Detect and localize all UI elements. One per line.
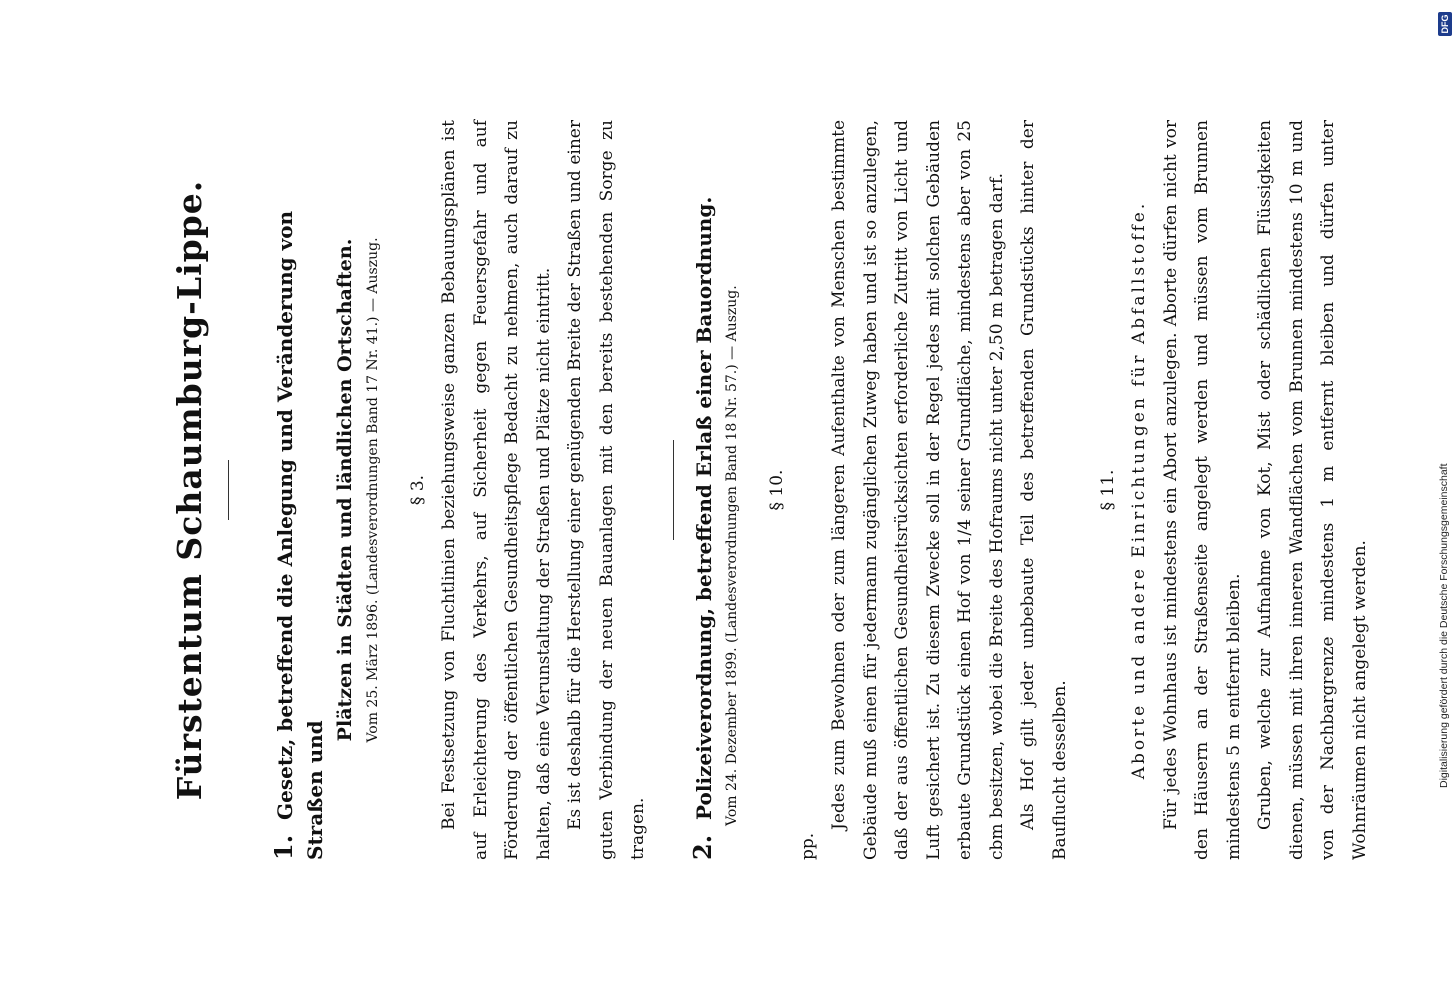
digitization-credit (1437, 8, 1451, 788)
page-title: Fürstentum Schaumburg-Lippe. (170, 179, 209, 801)
law-2-section-10: § 10. (766, 469, 787, 511)
law-1-heading (269, 120, 360, 860)
law-2-number: 2. (687, 834, 717, 860)
law-2-meta: Vom 24. Dezember 1899. (Landesverordnungen Band 18 Nr. 57.) — Auszug. (723, 285, 740, 826)
dfg-logo-text: DFG (1440, 14, 1450, 34)
law-2-section-11: § 11. (1098, 469, 1118, 511)
law-2-subheading: Aborte und andere Einrichtungen für Abfallstoffe. (1129, 200, 1149, 780)
law-2-paragraph-2: Als Hof gilt jeder unbebaute Teil des betreffenden Grundstücks hinter der Bauflucht desselben. (1018, 120, 1070, 860)
law-1 (269, 120, 655, 860)
law-1-meta: Vom 25. März 1896. (Landesverordnungen Band 17 Nr. 41.) — Auszug. (365, 237, 381, 743)
law-1-paragraph-2: Es ist deshalb für die Herstellung einer genügenden Breite der Straßen und einer guten Verbindung der neuen Bauanlagen mit den bereits bestehenden Sorge zu tragen. (565, 120, 648, 860)
title-separator (228, 460, 229, 520)
law-1-section: § 3. (408, 474, 428, 506)
law-1-paragraph-1: Bei Festsetzung von Fluchtlinien beziehungsweise ganzen Bebauungsplänen ist auf Erleichterung des Verkehrs, auf Sicherheit gegen Feuersgefahr und auf Förderung der öffentlichen Gesundheitspflege Bedacht zu nehmen, auch darauf zu halten, daß eine Verunstaltung der Straßen und Plätze nicht eintritt. (439, 120, 554, 860)
law-2-pp: pp. (797, 832, 818, 860)
law-separator (673, 440, 674, 540)
law-1-heading-line1: Gesetz, betreffend die Anlegung und Veränderung von Straßen und (273, 210, 327, 860)
law-2-heading-text: Polizeiverordnung, betreffend Erlaß einer Bauordnung. (691, 196, 716, 820)
law-1-number: 1. (269, 834, 298, 860)
law-2-paragraph-3: Für jedes Wohnhaus ist mindestens ein Abort anzulegen. Aborte dürfen nicht vor den Häusern an der Straßenseite angelegt werden und müssen vom Brunnen mindestens 5 m entfernt bleiben. (1160, 120, 1244, 860)
text-column (170, 120, 1376, 860)
law-2 (688, 120, 1377, 860)
law-2-paragraph-1: Jedes zum Bewohnen oder zum längeren Aufenthalte von Menschen bestimmte Gebäude muß einen für jedermann zugänglichen Zuweg haben und ist so anzulegen, daß der aus öffentlichen Gesundheitsrücksichten erforderliche Zutritt von Licht und Luft gesichert ist. Zu diesem Zwecke soll in der Regel jedes mit solchen Gebäuden erbaute Grundstück einen Hof von 1/4 seiner Grundfläche, mindestens aber von 25 cbm besitzen, wobei die Breite des Hofraums nicht unter 2,50 m betragen darf. (829, 120, 1007, 860)
law-2-heading (688, 120, 719, 860)
law-2-paragraph-4: Gruben, welche zur Aufnahme von Kot, Mist oder schädlichen Flüssigkeiten dienen, müssen mit ihren inneren Wandflächen vom Brunnen mindestens 10 m und von der Nachbargrenze mindestens 1 m entfernt bleiben und dürfen unter Wohnräumen nicht angelegt werden. (1255, 120, 1370, 860)
law-1-heading-line2: Plätzen in Städten und ländlichen Ortschaften. (334, 238, 356, 742)
digitization-credit-text: Digitalisierung gefördert durch die Deutsche Forschungsgemeinschaft (1438, 463, 1450, 788)
